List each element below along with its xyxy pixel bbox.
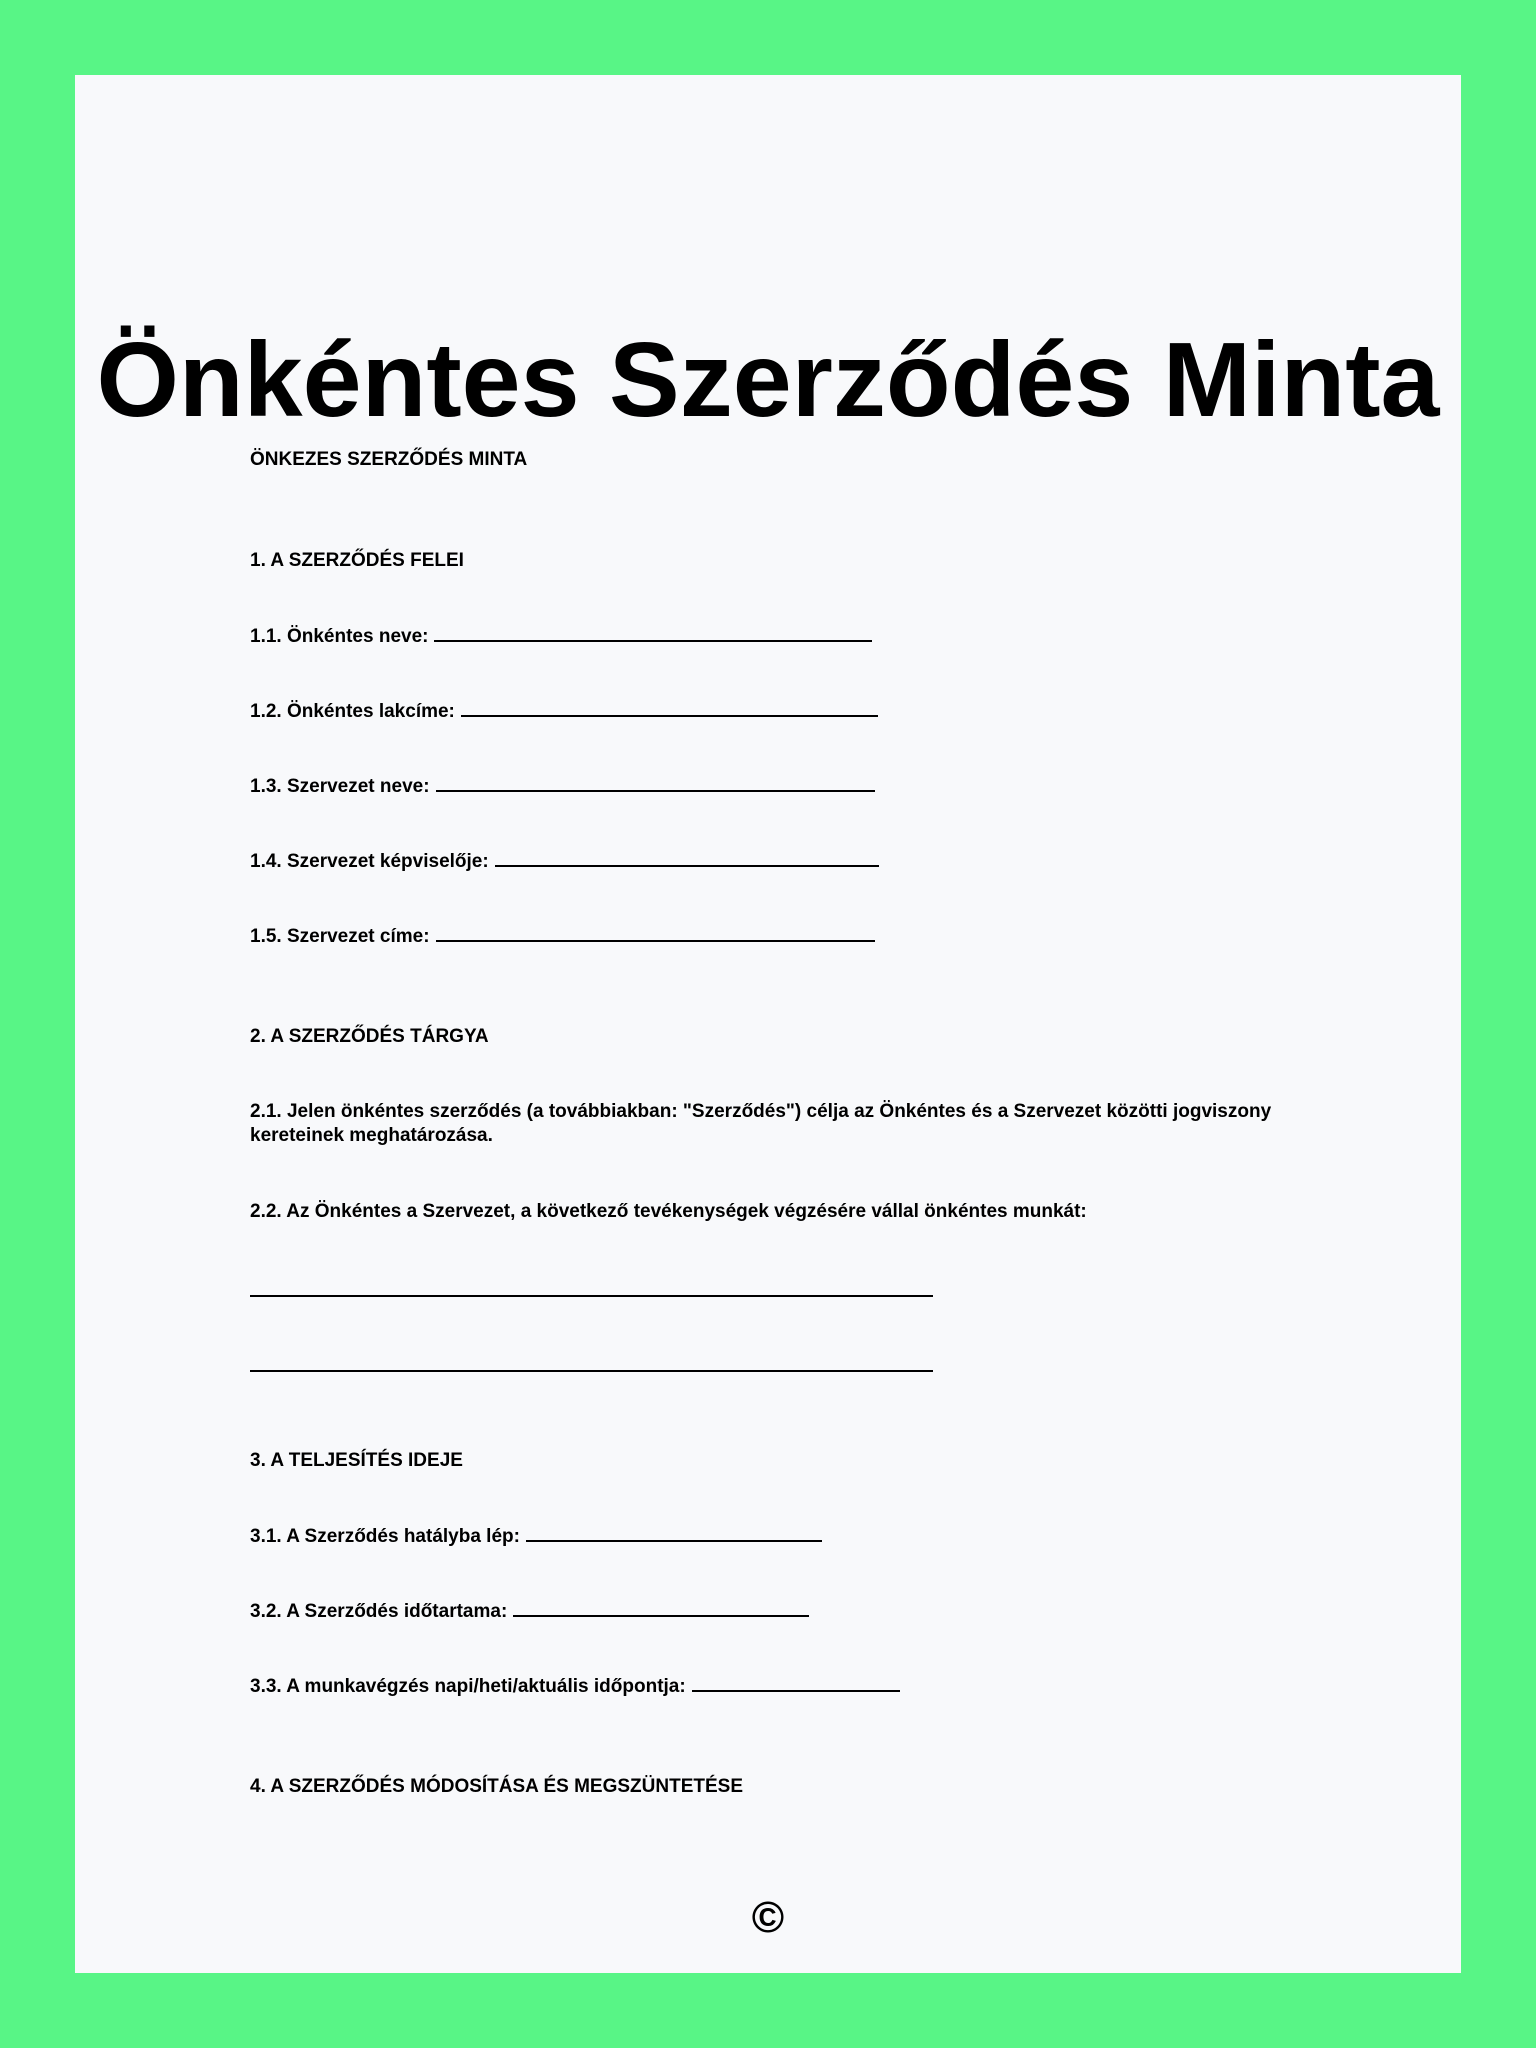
field-label: 1.2. Önkéntes lakcíme: xyxy=(250,701,455,722)
field-organization-name xyxy=(250,774,875,799)
fill-in-line xyxy=(513,1599,809,1617)
field-label: 3.3. A munkavégzés napi/heti/aktuális időpontja: xyxy=(250,1676,686,1697)
section-2-item-1: 2.1. Jelen önkéntes szerződés (a továbbiakban: "Szerződés") célja az Önkéntes és a Szervezet közötti jogviszony kereteinek meghatározása. xyxy=(250,1101,1272,1146)
field-label: 1.1. Önkéntes neve: xyxy=(250,626,429,647)
field-work-schedule xyxy=(250,1674,900,1699)
section-4-title: 4. A SZERZŐDÉS MÓDOSÍTÁSA ÉS MEGSZÜNTETÉSE xyxy=(250,1776,743,1797)
section-2-title: 2. A SZERZŐDÉS TÁRGYA xyxy=(250,1026,489,1047)
fill-in-line xyxy=(434,624,872,642)
fill-in-line xyxy=(692,1674,900,1692)
field-effective-date xyxy=(250,1524,822,1549)
copyright-symbol: © xyxy=(751,1893,785,1942)
field-label: 1.5. Szervezet címe: xyxy=(250,926,430,947)
section-1-title: 1. A SZERZŐDÉS FELEI xyxy=(250,550,464,571)
fill-in-line xyxy=(436,924,875,942)
section-3-title: 3. A TELJESÍTÉS IDEJE xyxy=(250,1450,463,1471)
field-label: 3.1. A Szerződés hatályba lép: xyxy=(250,1526,520,1547)
section-2-item-2: 2.2. Az Önkéntes a Szervezet, a következő tevékenységek végzésére vállal önkéntes munkát: xyxy=(250,1201,1087,1222)
fill-in-line xyxy=(436,774,875,792)
field-label: 3.2. A Szerződés időtartama: xyxy=(250,1601,508,1622)
field-volunteer-address xyxy=(250,699,878,724)
fill-in-line xyxy=(526,1524,822,1542)
page-title: Önkéntes Szerződés Minta xyxy=(96,321,1440,439)
field-duration xyxy=(250,1599,809,1624)
field-organization-address xyxy=(250,924,875,949)
fill-in-line xyxy=(461,699,878,717)
activity-fill-line-1 xyxy=(250,1295,933,1297)
document-heading: ÖNKEZES SZERZŐDÉS MINTA xyxy=(250,449,528,470)
document-page xyxy=(75,75,1461,1973)
activity-fill-line-2 xyxy=(250,1370,933,1372)
field-label: 1.4. Szervezet képviselője: xyxy=(250,851,489,872)
fill-in-line xyxy=(495,849,879,867)
field-label: 1.3. Szervezet neve: xyxy=(250,776,430,797)
field-organization-representative xyxy=(250,849,879,874)
field-volunteer-name xyxy=(250,624,872,649)
